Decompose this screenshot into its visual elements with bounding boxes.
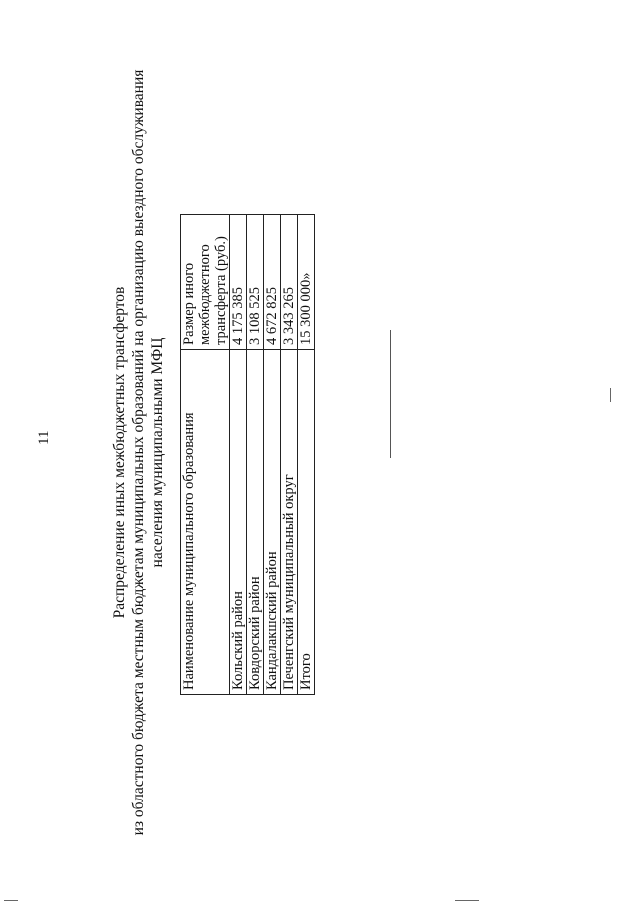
- document-title: [110, 60, 167, 845]
- scan-artifact: [4, 900, 18, 901]
- title-line-1: Распределение иных межбюджетных трансфертов: [111, 286, 128, 619]
- transfer-amount: 3 343 265: [281, 215, 298, 350]
- page-number: 11: [36, 430, 52, 445]
- table-row: [230, 215, 247, 695]
- municipality-name: Ковдорский район: [247, 350, 264, 695]
- table-row: [247, 215, 264, 695]
- end-separator-line: [390, 330, 391, 458]
- table-header-row: [181, 215, 230, 695]
- transfers-table: [180, 214, 315, 695]
- table-row-total: [298, 215, 315, 695]
- total-amount: 15 300 000»: [298, 215, 315, 350]
- transfer-amount: 4 672 825: [264, 215, 281, 350]
- total-label: Итого: [298, 350, 315, 695]
- title-line-2: из областного бюджета местным бюджетам муниципальных образований на организацию выездного обслуживания: [130, 69, 147, 836]
- table-row: [281, 215, 298, 695]
- header-municipality-name: Наименование муниципального образования: [181, 350, 230, 695]
- municipality-name: Кандалакшский район: [264, 350, 281, 695]
- header-transfer-size: Размер иного межбюджетного трансферта (руб.): [181, 215, 230, 350]
- title-line-3: населения муниципальными МФЦ: [149, 337, 166, 568]
- transfer-amount: 4 175 385: [230, 215, 247, 350]
- municipality-name: Печенгский муниципальный округ: [281, 350, 298, 695]
- table-row: [264, 215, 281, 695]
- scan-artifact: [610, 388, 611, 402]
- scan-artifact: [455, 900, 479, 901]
- municipality-name: Кольский район: [230, 350, 247, 695]
- transfer-amount: 3 108 525: [247, 215, 264, 350]
